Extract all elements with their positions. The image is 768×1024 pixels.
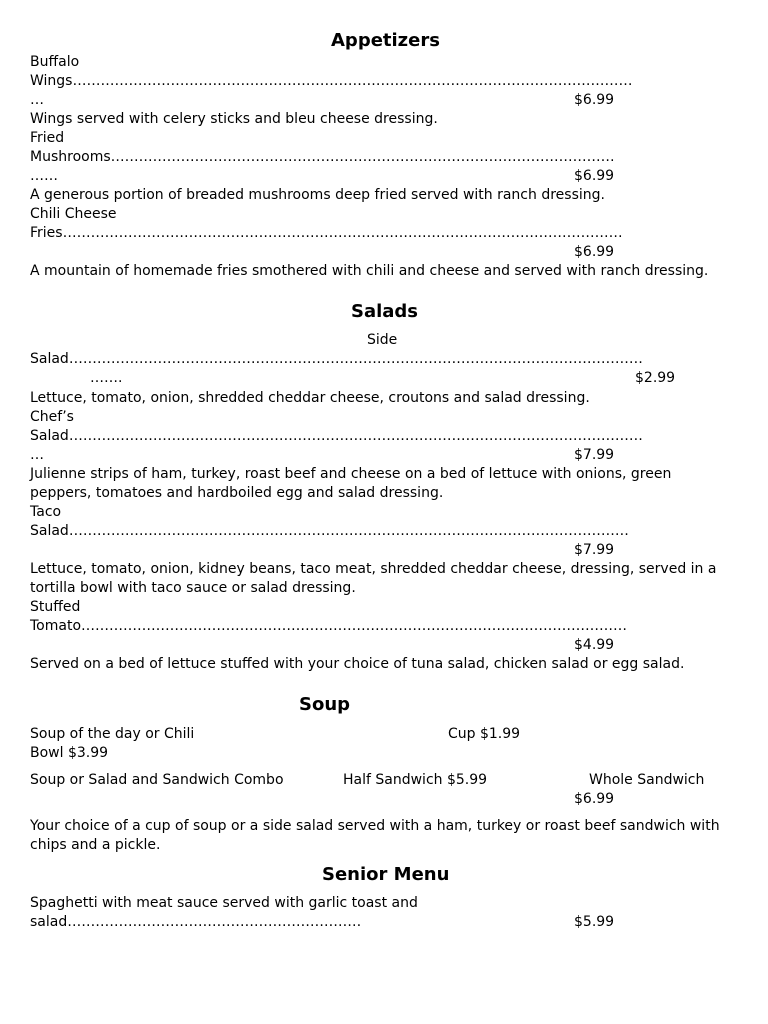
item-name-dots: Salad………………………………………………………………………………………………………… [30,523,629,539]
item-description: A mountain of homemade fries smothered with chili and cheese and served with ranch dressing. [30,263,709,279]
item-name: Taco [30,504,62,520]
item-description: Served on a bed of lettuce stuffed with your choice of tuna salad, chicken salad or egg salad. [30,656,685,672]
soup-bowl-price: Bowl $3.99 [30,745,109,761]
item-price: $6.99 [574,244,615,260]
item-name-dots: Fries………………………………………………………………………………………………………… [30,225,623,241]
item-name-dots: Salad…………………………………………………………………………………………………………… [30,351,643,367]
combo-name: Soup or Salad and Sandwich Combo [30,772,284,788]
item-description: A generous portion of breaded mushrooms deep fried served with ranch dressing. [30,187,605,203]
soup-heading: Soup [299,694,351,715]
senior-menu-heading: Senior Menu [322,864,450,885]
combo-whole-price: $6.99 [574,791,615,807]
item-description: Lettuce, tomato, onion, kidney beans, taco meat, shredded cheddar cheese, dressing, served in a tortilla bowl with taco sauce or salad dressing. [30,561,717,596]
item-name-dots: Wings………………………………………………………………………………………………………… [30,73,633,89]
item-dots-continued: … [30,92,44,108]
item-name-dots: Tomato……………………………………………………………………………………………………… [30,618,628,634]
item-dots-continued: … [30,447,44,463]
item-price: $2.99 [635,370,676,386]
appetizers-heading: Appetizers [331,30,440,51]
senior-item-dots: salad……………………………………………………… [30,914,362,930]
item-price: $4.99 [574,637,615,653]
soup-cup-price: Cup $1.99 [448,726,521,742]
item-name: Buffalo [30,54,80,70]
item-name: Fried [30,130,65,146]
senior-item-name: Spaghetti with meat sauce served with garlic toast and [30,895,418,911]
combo-description: Your choice of a cup of soup or a side salad served with a ham, turkey or roast beef sandwich with chips and a pickle. [30,818,720,853]
item-dots-continued: …… [30,168,58,184]
item-description: Julienne strips of ham, turkey, roast beef and cheese on a bed of lettuce with onions, green peppers, tomatoes and hardboiled egg and salad dressing. [30,466,672,501]
item-name-dots: Salad…………………………………………………………………………………………………………… [30,428,643,444]
item-price: $6.99 [574,92,615,108]
combo-whole-label: Whole Sandwich [589,772,705,788]
combo-half-price: Half Sandwich $5.99 [343,772,488,788]
item-description: Wings served with celery sticks and bleu cheese dressing. [30,111,438,127]
item-price: $7.99 [574,542,615,558]
salads-heading: Salads [351,301,419,322]
senior-item-price: $5.99 [574,914,615,930]
item-name: Chef’s [30,409,74,425]
item-name-dots: Mushrooms……………………………………………………………………………………………… [30,149,615,165]
item-name: Stuffed [30,599,81,615]
item-name: Side [367,332,398,348]
item-description: Lettuce, tomato, onion, shredded cheddar cheese, croutons and salad dressing. [30,390,590,406]
item-dots-continued: ……. [90,370,123,386]
soup-of-day-label: Soup of the day or Chili [30,726,195,742]
item-price: $7.99 [574,447,615,463]
item-price: $6.99 [574,168,615,184]
item-name: Chili Cheese [30,206,117,222]
